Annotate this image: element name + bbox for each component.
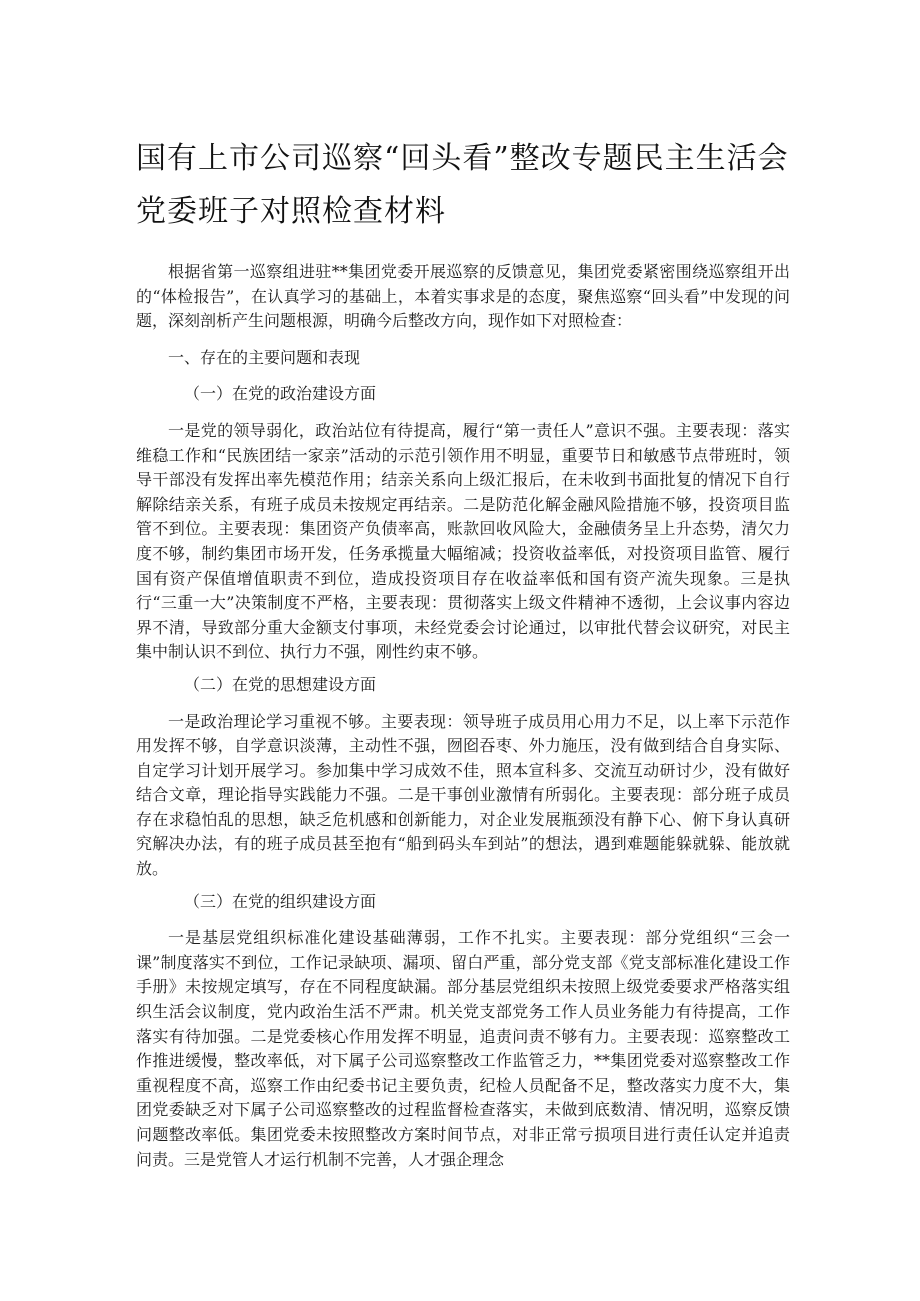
paragraph-political-construction: 一是党的领导弱化，政治站位有待提高，履行“第一责任人”意识不强。主要表现：落实维稳工作和“民族团结一家亲”活动的示范引领作用不明显，重要节日和敏感节点带班时，领导干部没有发挥出率先模范作用；结亲关系向上级汇报后，在未收到书面批复的情况下自行解除结亲关系，有班子成员未按规定再结亲。二是防范化解金融风险措施不够，投资项目监管不到位。主要表现：集团资产负债率高，账款回收风险大，金融债务呈上升态势，清欠力度不够，制约集团市场开发，任务承揽量大幅缩减；投资收益率低，对投资项目监管、履行国有资产保值增值职责不到位，造成投资项目存在收益率低和国有资产流失现象。三是执行“三重一大”决策制度不严格，主要表现：贯彻落实上级文件精神不透彻，上会议事内容边界不清，导致部分重大金额支付事项，未经党委会讨论通过，以审批代替会议研究，对民主集中制认识不到位、执行力不强，刚性约束不够。 [136, 420, 790, 662]
document-title: 国有上市公司巡察“回头看”整改专题民主生活会党委班子对照检查材料 [136, 141, 789, 229]
subheading-political-construction: （一）在党的政治建设方面 [184, 384, 377, 404]
section-heading-problems: 一、存在的主要问题和表现 [168, 347, 361, 367]
intro-paragraph: 根据省第一巡察组进驻**集团党委开展巡察的反馈意见，集团党委紧密围绕巡察组开出的“体检报告”，在认真学习的基础上，本着实事求是的态度，聚焦巡察“回头看”中发现的问题，深刻剖析产生问题根源，明确今后整改方向，现作如下对照检查： [136, 262, 790, 331]
subheading-organizational-construction: （三）在党的组织建设方面 [184, 891, 377, 911]
subheading-ideological-construction: （二）在党的思想建设方面 [184, 674, 377, 694]
paragraph-organizational-construction: 一是基层党组织标准化建设基础薄弱，工作不扎实。主要表现：部分党组织“三会一课”制度落实不到位，工作记录缺项、漏项、留白严重，部分党支部《党支部标准化建设工作手册》未按规定填写，存在不同程度缺漏。部分基层党组织未按照上级党委要求严格落实组织生活会议制度，党内政治生活不严肃。机关党支部党务工作人员业务能力有待提高，工作落实有待加强。二是党委核心作用发挥不明显，追责问责不够有力。主要表现：巡察整改工作推进缓慢，整改率低，对下属子公司巡察整改工作监管乏力，**集团党委对巡察整改工作重视程度不高，巡察工作由纪委书记主要负责，纪检人员配备不足，整改落实力度不大，集团党委缺乏对下属子公司巡察整改的过程监督检查落实，未做到底数清、情况明，巡察反馈问题整改率低。集团党委未按照整改方案时间节点，对非正常亏损项目进行责任认定并追责问责。三是党管人才运行机制不完善，人才强企理念 [136, 928, 790, 1169]
paragraph-ideological-construction: 一是政治理论学习重视不够。主要表现：领导班子成员用心用力不足，以上率下示范作用发挥不够，自学意识淡薄，主动性不强，囫囵吞枣、外力施压，没有做到结合自身实际、自定学习计划开展学习。参加集中学习成效不佳，照本宣科多、交流互动研讨少，没有做好结合文章，理论指导实践能力不强。二是干事创业激情有所弱化。主要表现：部分班子成员存在求稳怕乱的思想，缺乏危机感和创新能力，对企业发展瓶颈没有静下心、俯下身认真研究解决办法，有的班子成员甚至抱有“船到码头车到站”的想法，遇到难题能躲就躲、能放就放。 [136, 711, 790, 879]
